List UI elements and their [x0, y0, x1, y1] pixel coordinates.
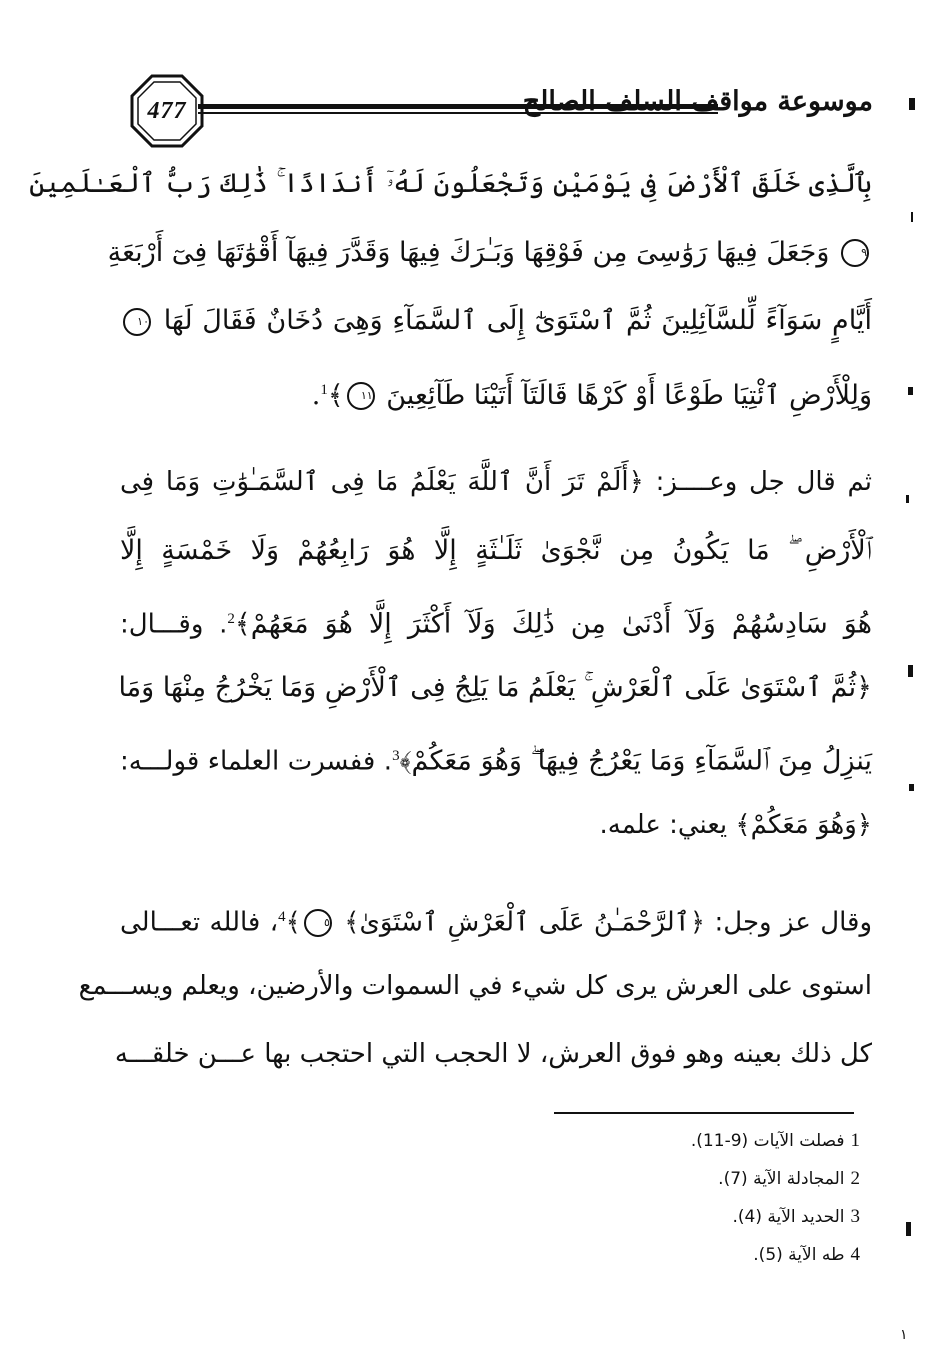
- text-line: [107, 219, 872, 288]
- quran-text: هُوَ سَادِسُهُمْ وَلَآ أَدْنَىٰ مِن ذَٰلِكَ وَلَآ أَكْثَرَ إِلَّا هُوَ مَعَهُمْ﴾: [234, 608, 872, 640]
- scan-mark: [909, 98, 915, 110]
- scan-mark: [906, 495, 909, 503]
- footnote-text: فصلت الآيات (9-11).: [690, 1131, 845, 1151]
- paragraph-text: ثم قال جل وعــــز: ﴿أَلَمْ تَرَ أَنَّ ٱللَّهَ يَعْلَمُ مَا فِى ٱلسَّمَـٰوَٰتِ وَمَا فِى: [120, 467, 872, 497]
- footnote-text: طه الآية (5).: [753, 1245, 845, 1265]
- footnote-number: 4: [850, 1244, 860, 1265]
- quran-text: ﴿ثُمَّ ٱسْتَوَىٰ عَلَى ٱلْعَرْشِ ۚ يَعْلَمُ مَا يَلِجُ فِى ٱلْأَرْضِ وَمَا يَخْرُجُ مِنْهَا وَمَا: [118, 671, 872, 703]
- ayah-number-marker: ١٠: [123, 308, 151, 336]
- margin-number: ١: [900, 1327, 908, 1343]
- quran-text: ٱلْأَرْضِ ۖ مَا يَكُونُ مِن نَّجْوَىٰ ثَلَـٰثَةٍ إِلَّا هُوَ رَابِعُهُمْ وَلَا خَمْسَةٍ إِلَّا: [120, 534, 872, 566]
- scan-mark: [906, 1222, 911, 1236]
- text-line: [29, 150, 872, 219]
- paragraph-text: استوى على العرش يرى كل شيء في السموات والأرضين، ويعلم ويســـمع: [78, 970, 872, 1001]
- book-title: موسوعة مواقف السلف الصالح: [522, 86, 873, 117]
- scan-mark: [909, 784, 914, 791]
- ayah-number-marker: ١١: [347, 382, 375, 410]
- text-line: [120, 448, 872, 517]
- footnote-number: 3: [850, 1206, 860, 1227]
- paragraph-text: وقال عز وجل: ﴿ٱلرَّحْمَـٰنُ عَلَى ٱلْعَرْشِ ٱسْتَوَىٰ﴾: [344, 907, 873, 938]
- footnote: [560, 1198, 860, 1236]
- paragraph-text: كل ذلك بعينه وهو فوق العرش، لا الحجب التي احتجب بها عـــن خلقـــه: [114, 1039, 872, 1069]
- scan-mark: [908, 387, 913, 395]
- paragraph-text: وقـــال:: [120, 609, 204, 640]
- footnote-ref: 3: [392, 748, 400, 764]
- text-line: [114, 1020, 872, 1089]
- quran-text: أَيَّامٍ سَوَآءً لِّلسَّآئِلِينَ ثُمَّ ٱسْتَوَىٰٓ إِلَى ٱلسَّمَآءِ وَهِىَ دُخَانٌ فَقَالَ لَهَا: [163, 305, 872, 336]
- paragraph-text: ﴿وَهُوَ مَعَكُمْ﴾ يعني: علمه.: [599, 809, 872, 840]
- text-line: [120, 791, 872, 860]
- page-number-badge: [128, 72, 206, 150]
- footnote-number: 2: [850, 1168, 860, 1189]
- paragraph-text: ، فالله تعـــالى: [120, 907, 279, 938]
- text-line: يَنزِلُ مِنَ ٱلسَّمَآءِ وَمَا يَعْرُجُ فِيهَا ۖ وَهُوَ مَعَكُمْ﴾$^3$. ففسرت العلماء قولـــه:: [120, 745, 873, 777]
- quran-text: بِٱلَّذِى خَلَقَ ٱلْأَرْضَ فِى يَوْمَيْنِ وَتَجْعَلُونَ لَهُۥٓ أَندَادًا ۚ ذَٰلِكَ رَبُّ ٱلْعَـٰلَمِينَ: [29, 168, 872, 199]
- text-line: وَلِلْأَرْضِ ٱئْتِيَا طَوْعًا أَوْ كَرْهًا قَالَتَآ أَتَيْنَا طَآئِعِينَ ١١﴾$^1$.: [311, 379, 872, 411]
- page-header: [128, 72, 873, 152]
- text-line: [78, 952, 872, 1021]
- footnote: [560, 1236, 860, 1274]
- ayah-number-marker: ٩: [841, 239, 869, 267]
- scan-mark: [911, 212, 913, 222]
- scan-mark: [908, 665, 913, 677]
- footnote-text: المجادلة الآية (7).: [718, 1169, 845, 1189]
- footnote-ref: 2: [227, 611, 235, 627]
- text-line: وقال عز وجل: ﴿ٱلرَّحْمَـٰنُ عَلَى ٱلْعَرْشِ ٱسْتَوَىٰ﴾ ٥﴾$^4$، فالله تعـــالى: [120, 907, 873, 938]
- footnote: [560, 1160, 860, 1198]
- text-line: [120, 654, 872, 723]
- page-number: 477: [147, 98, 187, 124]
- text-line: [120, 287, 872, 356]
- footnote-separator: [554, 1112, 854, 1114]
- quran-text: وَلِلْأَرْضِ ٱئْتِيَا طَوْعًا أَوْ كَرْهًا قَالَتَآ أَتَيْنَا طَآئِعِينَ: [386, 379, 872, 411]
- footnote-ref: 1: [320, 381, 328, 398]
- quran-text: وَجَعَلَ فِيهَا رَوَٰسِىَ مِن فَوْقِهَا وَبَـٰرَكَ فِيهَا وَقَدَّرَ فِيهَآ أَقْوَٰتَهَا فِىٓ أَرْبَعَةِ: [107, 236, 830, 268]
- footnote-text: الحديد الآية (4).: [732, 1207, 845, 1227]
- footnote-ref: 4: [278, 909, 286, 925]
- footnote-number: 1: [850, 1130, 860, 1151]
- main-text: [29, 150, 873, 1089]
- footnotes: [560, 1122, 860, 1274]
- text-line: [120, 517, 872, 586]
- ayah-number-marker: ٥: [304, 909, 332, 937]
- footnote: [560, 1122, 860, 1160]
- quran-text: يَنزِلُ مِنَ ٱلسَّمَآءِ وَمَا يَعْرُجُ فِيهَا ۖ وَهُوَ مَعَكُمْ﴾: [399, 745, 873, 777]
- paragraph-text: ففسرت العلماء قولـــه:: [120, 746, 376, 777]
- text-line: هُوَ سَادِسُهُمْ وَلَآ أَدْنَىٰ مِن ذَٰلِكَ وَلَآ أَكْثَرَ إِلَّا هُوَ مَعَهُمْ﴾$^2$. وقـــال:: [120, 608, 872, 640]
